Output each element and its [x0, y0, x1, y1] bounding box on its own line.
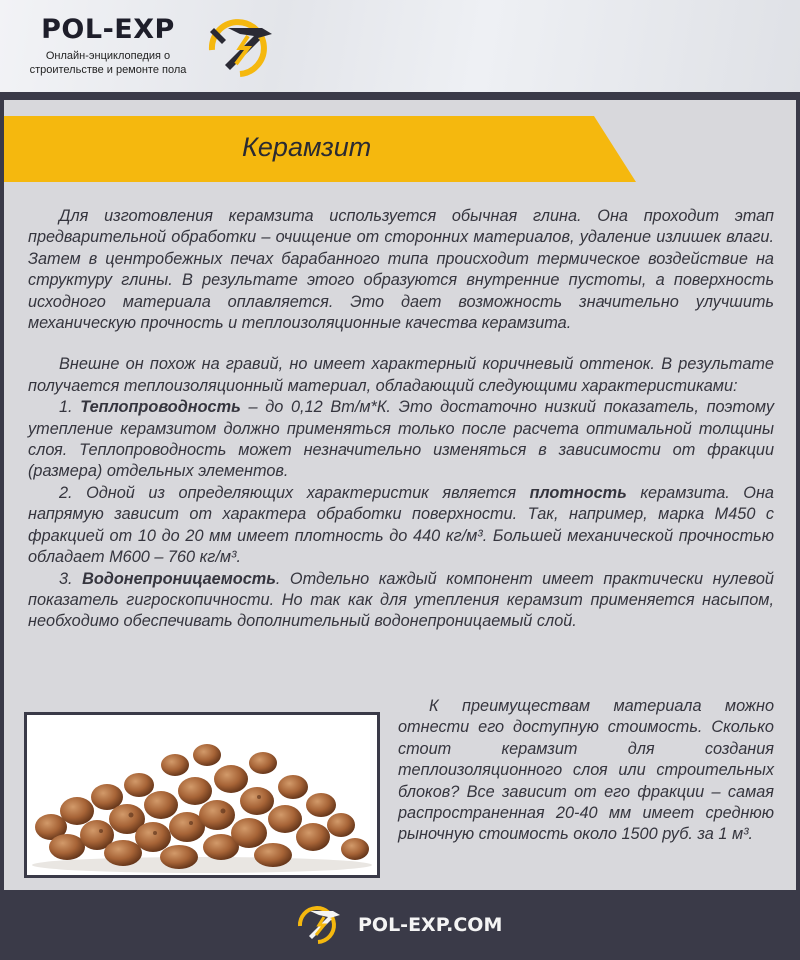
side-paragraph [398, 696, 774, 846]
item2-text: 2. Одной из определяющих характеристик является [59, 483, 530, 502]
item3-term: Водонепроницаемость [82, 569, 276, 588]
paragraph-appearance: Внешне он похож на гравий, но имеет характерный коричневый оттенок. В результате получается теплоизоляционный материал, обладающий следующими характеристиками: [28, 355, 774, 395]
item1-text: – до 0,12 Вт/м*К. Это достаточно низкий показатель, поэтому утепление керамзитом должно применяться только после расчета оптимальной толщины слоя. Теплопроводность может незначительно изменяться в зависимости от фракции (размера) отдельных элементов. [28, 398, 774, 481]
site-footer [0, 890, 800, 960]
tagline-line2: строительстве и ремонте пола [29, 64, 187, 76]
item3-prefix: 3. [59, 569, 83, 588]
expanded-clay-photo [24, 712, 380, 878]
list-item-density [28, 483, 774, 569]
article-title: Керамзит [242, 132, 372, 162]
paragraph-price: К преимуществам материала можно отнести его доступную стоимость. Сколько стоит керамзит для создания теплоизоляционного слоя или строительных блоков? Все зависит от его фракции – самая распространенная 20-40 мм имеет среднюю рыночную стоимость около 1500 руб. за 1 м³. [398, 697, 774, 844]
tools-logo-icon [200, 14, 286, 80]
item1-term: Теплопроводность [80, 398, 241, 417]
list-item-waterproof [28, 569, 774, 633]
item2-term: плотность [529, 483, 627, 502]
footer-logo-icon [292, 902, 350, 946]
item2-rest: керамзита. Она напрямую зависит от характера обработки поверхности. Так, например, марка М450 с фракцией от 10 до 20 мм имеет плотность до 440 кг/м³. Большей механической прочностью обладает М600 – 760 кг/м³. [28, 483, 774, 567]
paragraph-intro: Для изготовления керамзита используется обычная глина. Она проходит этап предварительной обработки – очищение от сторонних материалов, удаление излишек влаги. Затем в центробежных печах барабанного типа происходит термическое воздействие на структуру глины. В результате этого образуются внутренние пустоты, а поверхность исходного материала оплавляется. Это дает возможность значительно улучшить механическую прочность и теплоизоляционные качества керамзита. [28, 207, 774, 333]
brand-name: POL-EXP [41, 14, 175, 45]
footer-site-link[interactable]: POL-EXP.COM [358, 914, 503, 936]
brand-tagline [28, 49, 188, 77]
tagline-line1: Онлайн-энциклопедия о [45, 50, 171, 62]
item3-text: . Отдельно каждый компонент имеет практически нулевой показатель гигроскопичности. Но так как для утепления керамзит применяется насыпом, необходимо обеспечивать дополнительный водонепроницаемый слой. [28, 569, 774, 631]
clay-pellets-image [27, 715, 377, 875]
site-header [0, 0, 800, 96]
item1-prefix: 1. [59, 398, 81, 417]
brand[interactable] [28, 14, 188, 77]
list-item-thermal [28, 397, 774, 483]
article-body [28, 206, 774, 633]
article-panel [4, 100, 796, 890]
